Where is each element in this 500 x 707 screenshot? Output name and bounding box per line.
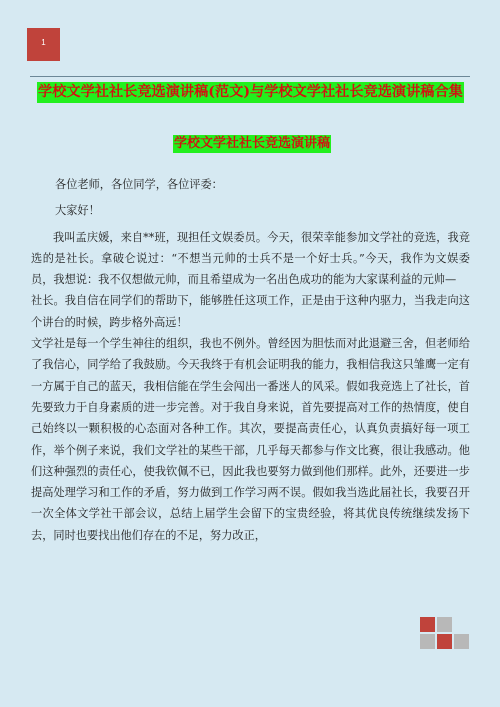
- body-paragraph-1: 我叫孟庆媛，来自**班，现担任文娱委员。今天，很荣幸能参加文学社的竞选，我竞选的是社长。拿破仑说过：“不想当元帅的士兵不是一个好士兵。”今天，我作为文娱委员，我想说：我不仅想做元帅，而且希望成为一名出色成功的能为大家谋利益的元帅—: [31, 230, 470, 287]
- corner-square-gray: [420, 634, 435, 649]
- body-paragraph-2: 社长。我自信在同学们的帮助下，能够胜任这项工作，正是由于这种内驱力，当我走向这个讲台的时候，跨步格外高远！: [31, 294, 470, 329]
- header-divider: [30, 76, 470, 77]
- body-paragraph-3: 文学社是每一个学生神往的组织，我也不例外。曾经因为胆怯而对此退避三舍，但老师给了我信心，同学给了我鼓励。今天我终于有机会证明我的能力，我相信我这只雏鹰一定有一方属于自己的蓝天，我相信能在学生会闯出一番迷人的风采。假如我竞选上了社长，首先要致力于自身素质的进一步完善。对于我自身来说，首先要提高对工作的热情度，使自己始终以一颗积极的心态面对各种工作。其次，要提高责任心，认真负责搞好每一项工作，举个例子来说，我们文学社的某些干部，几乎每天都参与作文比赛，很让我感动。他们这种强烈的责任心，使我钦佩不已，因此我也要努力做到他们那样。此外，还要进一步提高处理学习和工作的矛盾，努力做到工作学习两不误。假如我当选此届社长，我要召开一次全体文学社干部会议，总结上届学生会留下的宝贵经验，将其优良传统继续发扬下去，同时也要找出他们存在的不足，努力改正，: [31, 337, 470, 542]
- corner-square-gray: [454, 634, 469, 649]
- greeting: 大家好！: [55, 204, 100, 218]
- document-body: [31, 174, 470, 546]
- corner-square-red: [420, 617, 435, 632]
- salutation: 各位老师，各位同学，各位评委：: [55, 178, 223, 191]
- corner-decoration: [420, 617, 470, 651]
- corner-square-red: [437, 634, 452, 649]
- page-number-badge: [27, 28, 60, 61]
- section-title: 学校文学社社长竞选演讲稿: [174, 136, 331, 151]
- document-title: 学校文学社社长竞选演讲稿(范文)与学校文学社社长竞选演讲稿合集: [37, 82, 464, 103]
- page-number: 1: [41, 38, 46, 47]
- corner-square-gray: [437, 617, 452, 632]
